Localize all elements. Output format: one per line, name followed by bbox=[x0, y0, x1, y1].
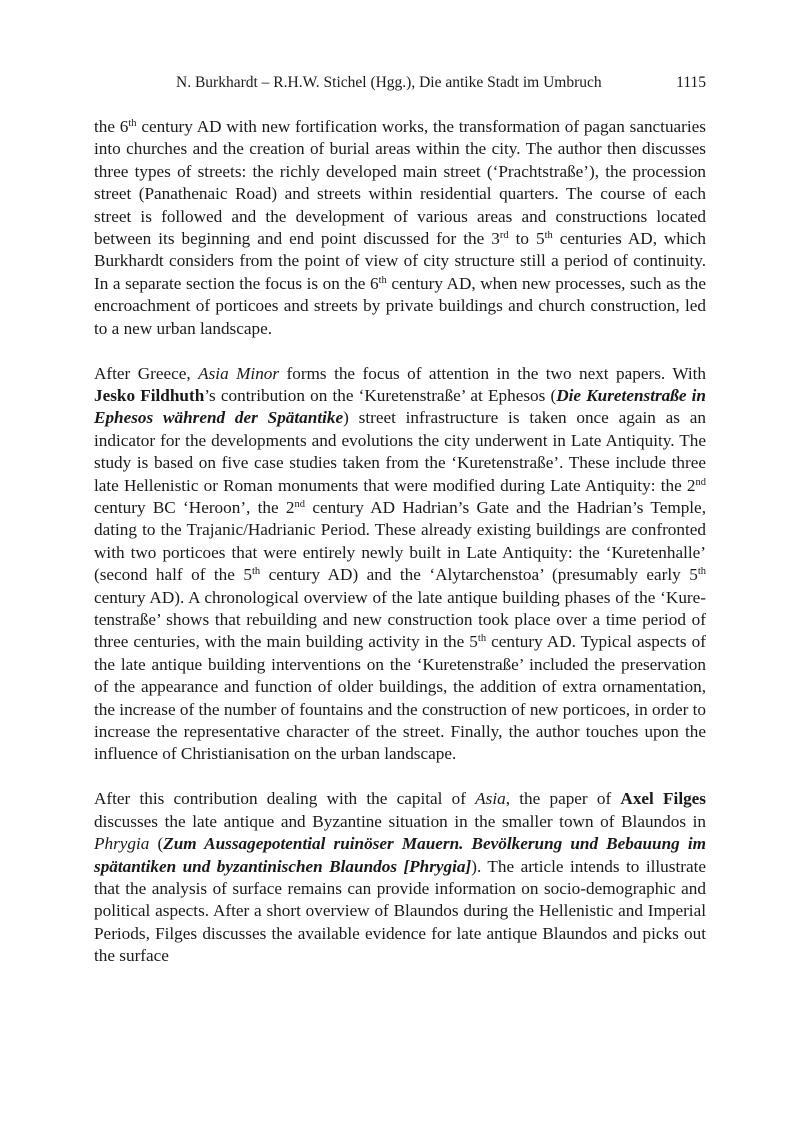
text-run: ). The article intends to illustrate that the analysis of surface remains can provide information on socio-demographic and political aspects. After a short overview of Blaundos during the Hellenistic and Imperial Periods, Filges discusses the available evidence for late antique Blaundos and picks out the surface bbox=[94, 856, 706, 966]
text-run: century AD, when new processes, such as the encroachment of porticoes and streets by private buildings and church construction, led to a new urban landscape. bbox=[94, 273, 706, 338]
ordinal-suffix: th bbox=[544, 230, 553, 242]
paragraph bbox=[94, 363, 706, 766]
text-run: the 6 bbox=[94, 117, 129, 136]
ordinal-suffix: nd bbox=[695, 476, 706, 488]
text-run: ’s contribution on the ‘Kuretenstraße’ at Ephesos ( bbox=[204, 385, 557, 405]
ordinal-suffix: th bbox=[128, 118, 137, 129]
ordinal-suffix: rd bbox=[499, 230, 509, 242]
paragraph bbox=[94, 116, 706, 340]
ordinal-suffix: th bbox=[251, 566, 261, 578]
emphasized-text: Die Kuretenstraße in Ephesos während der Spätantike bbox=[94, 385, 706, 428]
running-header bbox=[176, 73, 706, 93]
emphasized-text: Axel Filges bbox=[620, 789, 706, 809]
text-run: ) street infrastructure is taken once again as an indicator for the developments and evolutions the city underwent in Late Antiquity. The study is based on five case studies taken from the ‘Kuretenstraße’. These include three late Hellenistic or Roman monuments that were modified during Late Antiquity: the 2 bbox=[94, 408, 706, 495]
text-run: century AD) and the ‘Alytarchenstoa’ (presumably early 5 bbox=[260, 565, 698, 585]
text-run: centuries AD, which Burkhardt considers from the point of view of city structure still a period of continuity. In a separate section the focus is on the 6 bbox=[94, 229, 707, 293]
ordinal-suffix: th bbox=[697, 566, 706, 578]
running-title: N. Burkhardt – R.H.W. Stichel (Hgg.), Die antike Stadt im Umbruch bbox=[176, 74, 602, 91]
text-run: century AD Hadrian’s Gate and the Hadrian’s Temple, dating to the Trajanic/Hadrianic Period. These already existing buildings are confronted with two porticoes that were entirely newly built in Late Antiquity: the ‘Kuretenhalle’ (second half of the 5 bbox=[94, 498, 706, 585]
text-run: century AD. Typical aspects of the late antique building interventions on the ‘Kuretenstraße’ included the preservation of the appearance and function of older buildings, the addition of extra ornamentation, the increase of the number of fountains and the construction of new porticoes, in order to increase the representative character of the street. Finally, the author touches upon the influence of Christianisation on the urban landscape. bbox=[94, 632, 706, 764]
text-run: century AD). A chronological overview of the late antique building phases of the ‘Kuretenstraße’ shows that rebuilding and new construction took place over a time period of three centuries, with the main building activity in the 5 bbox=[94, 587, 706, 652]
text-run: forms the focus of attention in the two next papers. With bbox=[279, 363, 706, 383]
text-run: century BC ‘Heroon’, the 2 bbox=[94, 498, 295, 517]
text-run: discusses the late antique and Byzantine situation in the smaller town of Blaundos in bbox=[94, 811, 706, 831]
page-number: 1115 bbox=[676, 74, 706, 91]
emphasized-text: Jesko Fildhuth bbox=[94, 385, 205, 405]
ordinal-suffix: th bbox=[378, 274, 387, 286]
emphasized-text: Phrygia bbox=[94, 834, 150, 854]
body-text bbox=[94, 116, 706, 968]
emphasized-text: Asia Minor bbox=[198, 363, 280, 383]
text-run: , the paper of bbox=[505, 789, 621, 809]
text-run: century AD with new fortification works, the transformation of pagan sanctuaries into churches and the creation of burial areas within the city. The author then discusses three types of streets: the richly developed main street (‘Prachtstraße’), the procession street (Panathenaic Road) and streets within residential quarters. The course of each street is followed and the development of various areas and constructions located between its beginning and end point discussed for the 3 bbox=[94, 117, 706, 249]
paragraph bbox=[94, 788, 706, 967]
text-run: ( bbox=[149, 834, 164, 854]
text-run: to 5 bbox=[508, 229, 545, 249]
text-run: After this contribution dealing with the capital of bbox=[94, 789, 476, 809]
emphasized-text: Zum Aussagepotential ruinöser Mauern. Bevölkerung und Bebauung im spätantiken und byzantinischen Blaundos [Phrygia] bbox=[94, 834, 706, 876]
ordinal-suffix: th bbox=[477, 633, 487, 645]
text-run: After Greece, bbox=[94, 363, 199, 383]
emphasized-text: Asia bbox=[475, 789, 506, 809]
ordinal-suffix: nd bbox=[294, 499, 306, 510]
